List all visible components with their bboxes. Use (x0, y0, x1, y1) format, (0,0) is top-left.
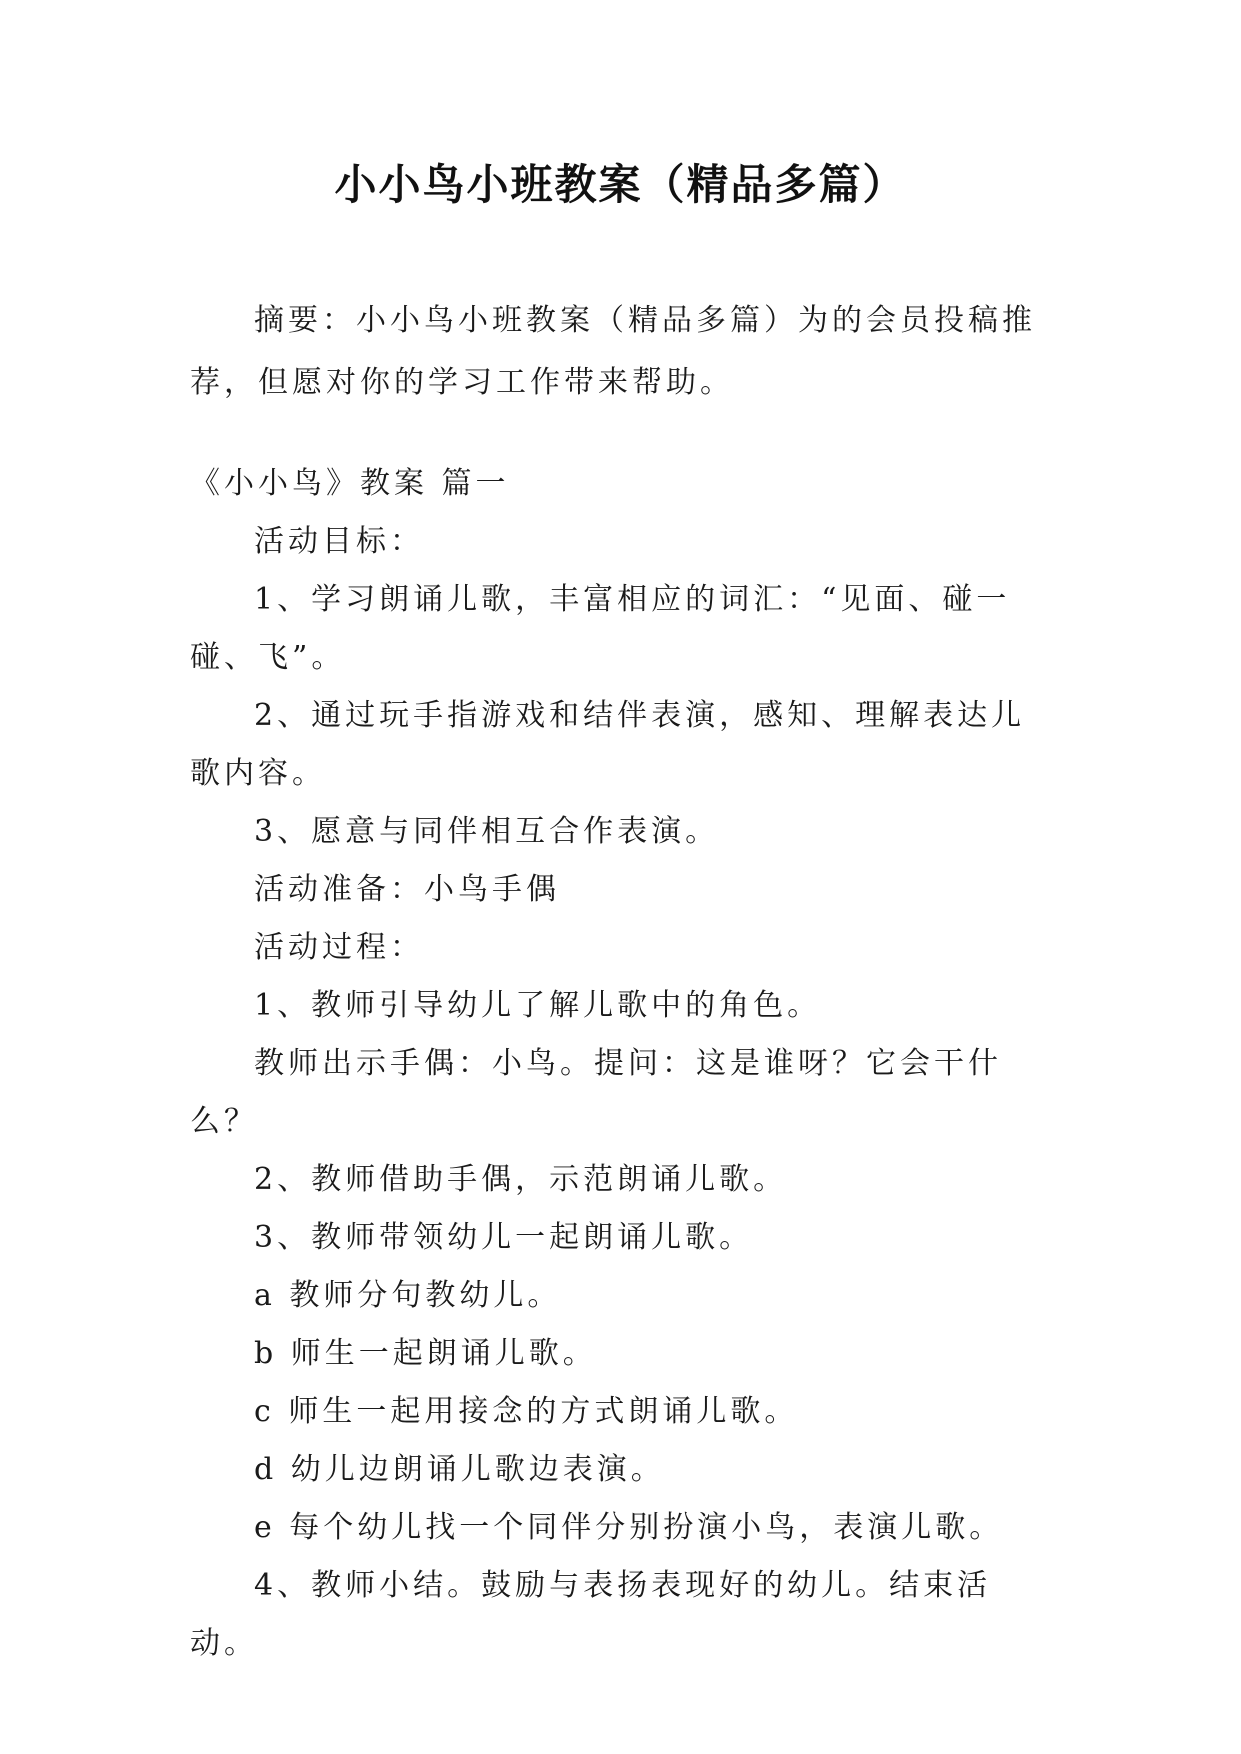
abstract-block (190, 290, 1050, 414)
abstract-text: 摘要：小小鸟小班教案（精品多篇）为的会员投稿推荐，但愿对你的学习工作带来帮助。 (190, 303, 1036, 400)
lesson-section (190, 455, 1050, 1673)
paragraph: 教师出示手偶：小鸟。提问：这是谁呀？它会干什么？ (190, 1046, 1002, 1139)
document-title: 小小鸟小班教案（精品多篇） (334, 160, 907, 209)
paragraph: 活动目标： (254, 524, 424, 559)
paragraph: 3、愿意与同伴相互合作表演。 (254, 814, 720, 849)
paragraph: d 幼儿边朗诵儿歌边表演。 (254, 1452, 665, 1487)
paragraph: 1、教师引导幼儿了解儿歌中的角色。 (254, 988, 822, 1023)
paragraph: 2、通过玩手指游戏和结伴表演，感知、理解表达儿歌内容。 (190, 698, 1026, 791)
paragraph: 活动过程： (254, 930, 424, 965)
paragraph: 1、学习朗诵儿歌，丰富相应的词汇：“见面、碰一碰、飞”。 (190, 582, 1011, 675)
section-heading: 《小小鸟》教案 篇一 (190, 466, 510, 501)
paragraph: 4、教师小结。鼓励与表扬表现好的幼儿。结束活动。 (190, 1568, 992, 1661)
paragraph: a 教师分句教幼儿。 (254, 1278, 562, 1313)
paragraph: 活动准备：小鸟手偶 (254, 872, 560, 907)
paragraph: 3、教师带领幼儿一起朗诵儿歌。 (254, 1220, 754, 1255)
paragraph: e 每个幼儿找一个同伴分别扮演小鸟，表演儿歌。 (254, 1510, 1004, 1545)
paragraph: b 师生一起朗诵儿歌。 (254, 1336, 597, 1371)
paragraph: 2、教师借助手偶，示范朗诵儿歌。 (254, 1162, 788, 1197)
paragraph: c 师生一起用接念的方式朗诵儿歌。 (254, 1394, 799, 1429)
